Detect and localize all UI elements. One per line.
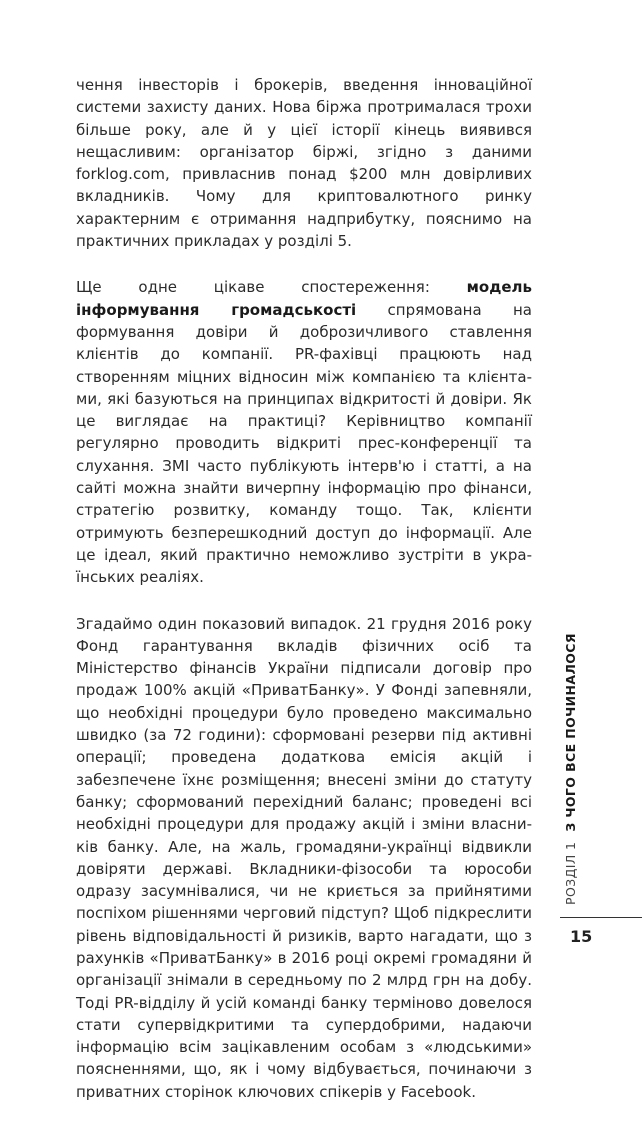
paragraph-2-lead: Ще одне цікаве спостереження: (76, 278, 467, 297)
chapter-title: З ЧОГО ВСЕ ПОЧИНАЛОСЯ (563, 633, 578, 832)
chapter-label: РОЗДІЛ 1 (563, 841, 578, 905)
page-body (76, 74, 532, 1127)
page-number: 15 (570, 927, 593, 946)
footer-divider (560, 917, 642, 918)
paragraph-2-term: модель інформування громадськості (76, 278, 532, 319)
paragraph-1: чення інвесторів і брокерів, введення інноваційної системи захисту даних. Нова біржа протрималася трохи більше року, але й у цієї історії кінець виявився нещасливим: організатор біржі, згідно з даними forklog.com, привласнив понад $200 млн довірливих вкладників. Чому для криптовалютного ринку характерним є отримання надприбутку, пояснимо на практичних прикладах у розділі 5. (76, 76, 532, 251)
paragraph-2-rest: спрямована на формування довіри й доброзичливого ставлення клієнтів до компанії. PR-фахівці працюють над створенням міцних відносин між компанією та клієнтами, які базуються на принципах відкритості й довіри. Як це виглядає на практиці? Керівництво компанії регулярно проводить відкриті прес-конференції та слухання. ЗМІ часто публікують інтерв'ю і статті, а на сайті можна знайти вичерпну інформацію про фінанси, стратегію розвитку, команду тощо. Так, клієнти отримують безперешкодний доступ до інформації. Але це ідеал, який практично неможливо зустріти в українських реаліях. (76, 300, 532, 587)
paragraph-2 (76, 276, 532, 588)
running-head (563, 633, 578, 905)
paragraph-3: Згадаймо один показовий випадок. 21 грудня 2016 року Фонд гарантування вкладів фізичних осіб та Міністерство фінансів України підписали договір про продаж 100% акцій «ПриватБанку». У Фонді запевняли, що необхідні процедури було проведено максимально швидко (за 72 години): сформовані резерви під активні операції; проведена додаткова емісія акцій і забезпечене їхнє розміщення; внесені зміни до статуту банку; сформований перехідний баланс; проведені всі необхідні процедури для продажу акцій і зміни власників банку. Але, на жаль, громадяни-українці відвикли довіряти державі. Вкладники-фізособи та юрособи одразу засумнівалися, чи не криється за прийнятими поспіхом рішеннями черговий підступ? Щоб підкреслити рівень відповідальності й ризиків, варто нагадати, що з рахунків «ПриватБанку» в 2016 році окремі громадяни й організації знімали в середньому по 2 млрд грн на добу. Тоді PR-відділу й усій команді банку терміново довелося стати супервідкритими та супердобрими, надаючи інформацію всім зацікавленим особам з «людськими» поясненнями, що, як і чому відбувається, починаючи з приватних сторінок ключових спікерів у Facebook. (76, 614, 532, 1101)
